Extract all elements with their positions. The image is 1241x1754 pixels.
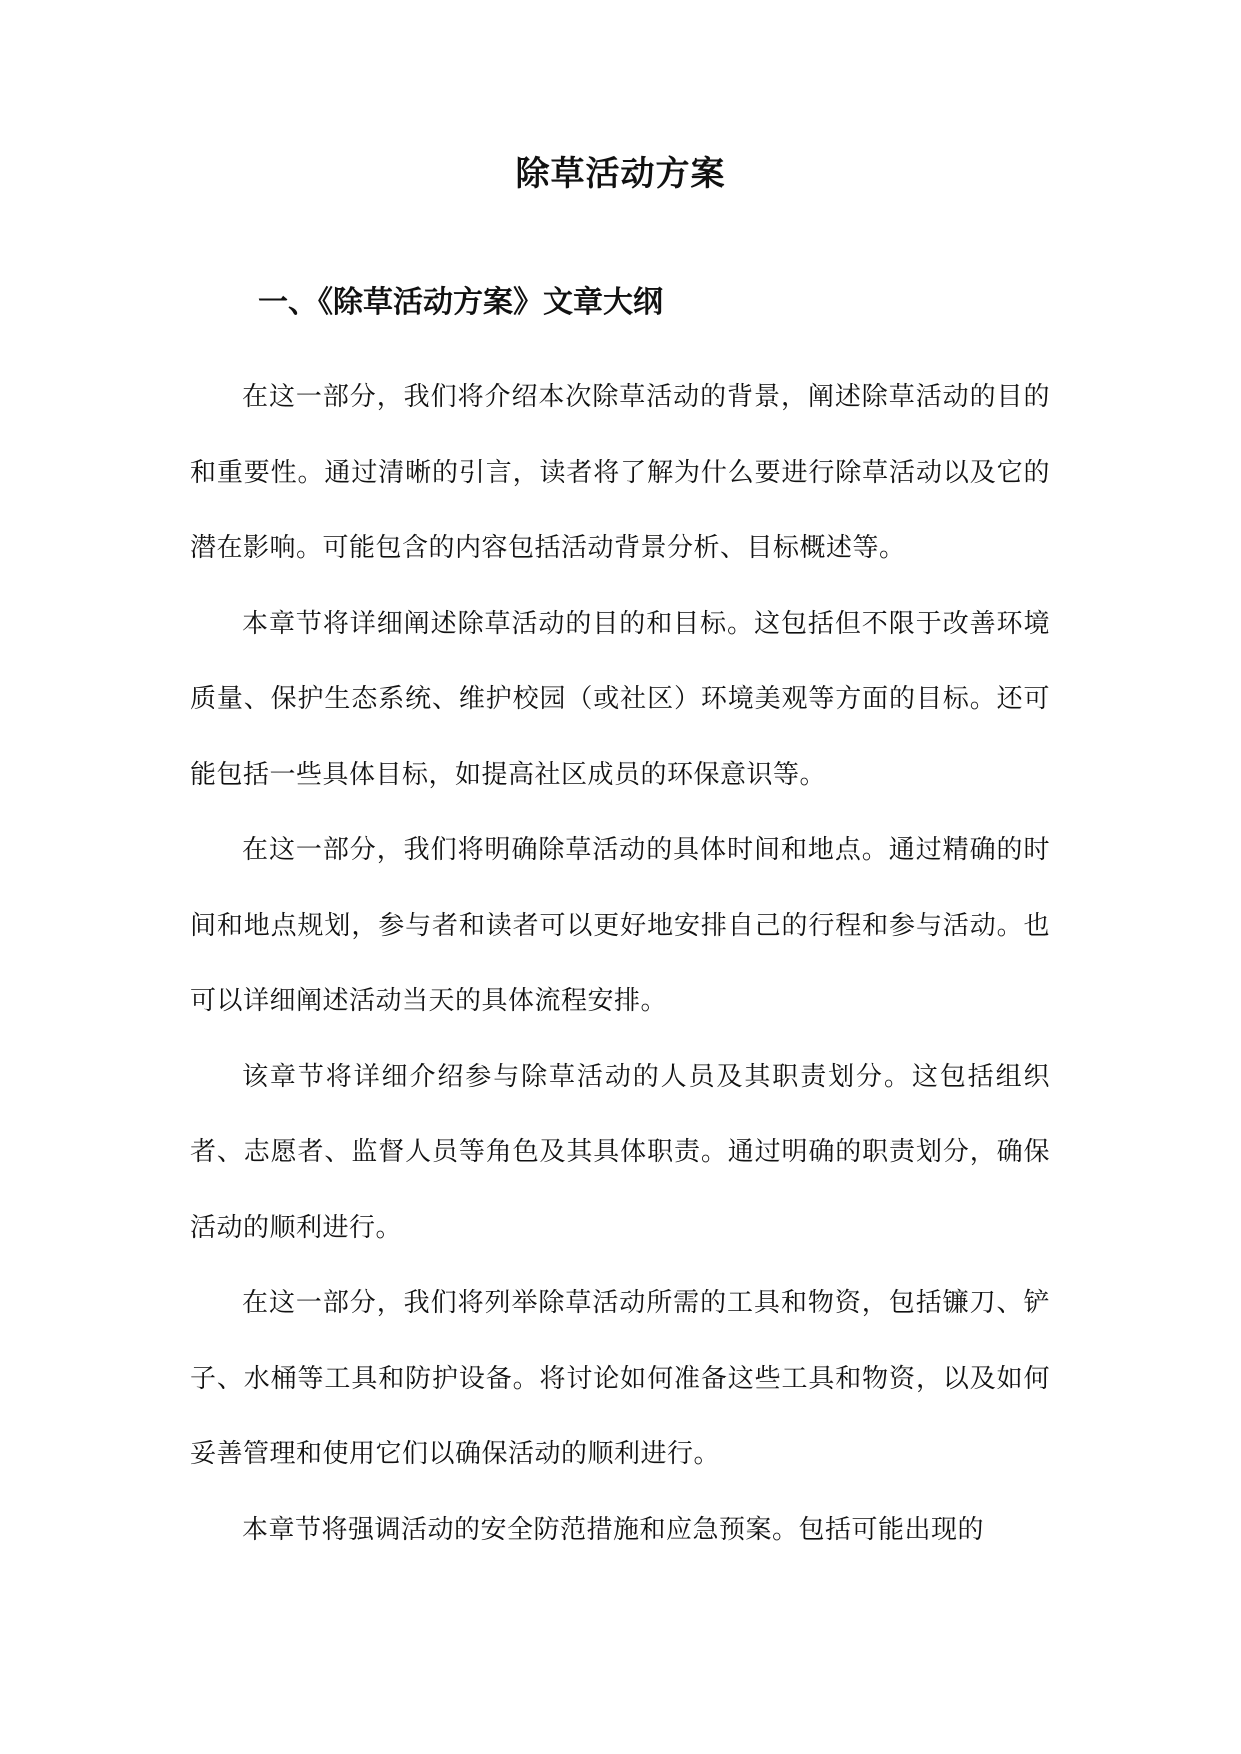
paragraph-personnel: 该章节将详细介绍参与除草活动的人员及其职责划分。这包括组织者、志愿者、监督人员等角色及其具体职责。通过明确的职责划分，确保活动的顺利进行。 xyxy=(190,1061,1050,1243)
document-title: 除草活动方案 xyxy=(515,154,726,194)
paragraph-time-location: 在这一部分，我们将明确除草活动的具体时间和地点。通过精确的时间和地点规划，参与者和读者可以更好地安排自己的行程和参与活动。也可以详细阐述活动当天的具体流程安排。 xyxy=(190,835,1050,1016)
paragraph-background: 在这一部分，我们将介绍本次除草活动的背景，阐述除草活动的目的和重要性。通过清晰的引言，读者将了解为什么要进行除草活动以及它的潜在影响。可能包含的内容包括活动背景分析、目标概述等。 xyxy=(190,382,1050,563)
section-heading: 一、《除草活动方案》文章大纲 xyxy=(258,285,663,320)
paragraph-goals: 本章节将详细阐述除草活动的目的和目标。这包括但不限于改善环境质量、保护生态系统、维护校园（或社区）环境美观等方面的目标。还可能包括一些具体目标，如提高社区成员的环保意识等。 xyxy=(190,608,1050,790)
document-body xyxy=(190,360,1050,1568)
paragraph-tools: 在这一部分，我们将列举除草活动所需的工具和物资，包括镰刀、铲子、水桶等工具和防护设备。将讨论如何准备这些工具和物资，以及如何妥善管理和使用它们以确保活动的顺利进行。 xyxy=(190,1288,1050,1469)
paragraph-safety: 本章节将强调活动的安全防范措施和应急预案。包括可能出现的 xyxy=(242,1514,985,1545)
